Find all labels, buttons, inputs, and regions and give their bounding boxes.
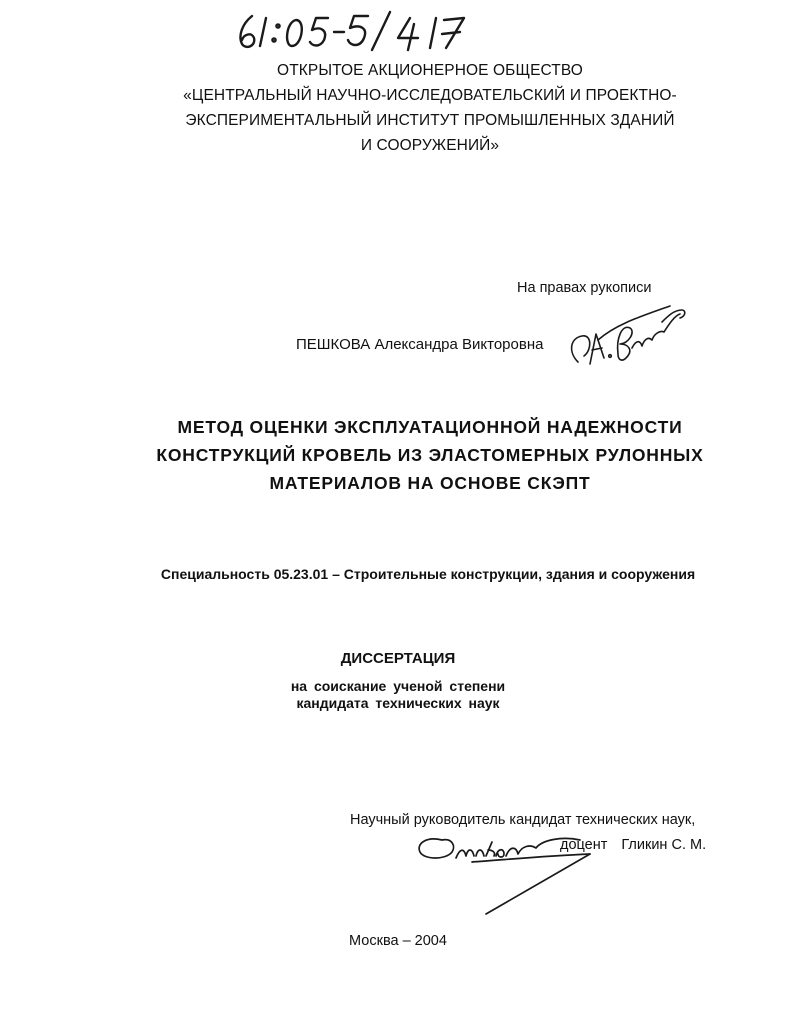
city-year: Москва – 2004 bbox=[349, 933, 447, 949]
handwritten-archive-code bbox=[232, 6, 492, 54]
title-line: МАТЕРИАЛОВ НА ОСНОВЕ СКЭПТ bbox=[269, 473, 591, 493]
title-line: КОНСТРУКЦИЙ КРОВЕЛЬ ИЗ ЭЛАСТОМЕРНЫХ РУЛОННЫХ bbox=[156, 445, 704, 465]
specialty: Специальность 05.23.01 – Строительные конструкции, здания и сооружения bbox=[160, 566, 696, 582]
supervisor-title: Научный руководитель кандидат технических наук, bbox=[350, 812, 696, 828]
degree-line: кандидата технических наук bbox=[296, 695, 500, 711]
supervisor-name: Гликин С. М. bbox=[621, 837, 707, 853]
title-line: МЕТОД ОЦЕНКИ ЭКСПЛУАТАЦИОННОЙ НАДЕЖНОСТИ bbox=[177, 417, 683, 437]
degree-statement bbox=[0, 678, 796, 712]
author-signature-icon bbox=[562, 294, 694, 374]
author-name: ПЕШКОВА Александра Викторовна bbox=[296, 336, 544, 353]
degree-line: на соискание ученой степени bbox=[290, 678, 506, 694]
organization-line: ОТКРЫТОЕ АКЦИОНЕРНОЕ ОБЩЕСТВО bbox=[277, 62, 583, 79]
supervisor-name-line bbox=[560, 837, 720, 853]
organization-header bbox=[120, 58, 740, 158]
dissertation-title bbox=[120, 413, 740, 497]
organization-line: ЭКСПЕРИМЕНТАЛЬНЫЙ ИНСТИТУТ ПРОМЫШЛЕННЫХ ЗДАНИЙ bbox=[185, 112, 675, 129]
supervisor-rank: доцент bbox=[560, 837, 608, 853]
dissertation-label: ДИССЕРТАЦИЯ bbox=[340, 650, 456, 667]
organization-line: «ЦЕНТРАЛЬНЫЙ НАУЧНО-ИССЛЕДОВАТЕЛЬСКИЙ И ПРОЕКТНО- bbox=[183, 87, 677, 104]
organization-line: И СООРУЖЕНИЙ» bbox=[360, 137, 500, 154]
manuscript-rights: На правах рукописи bbox=[517, 280, 652, 296]
